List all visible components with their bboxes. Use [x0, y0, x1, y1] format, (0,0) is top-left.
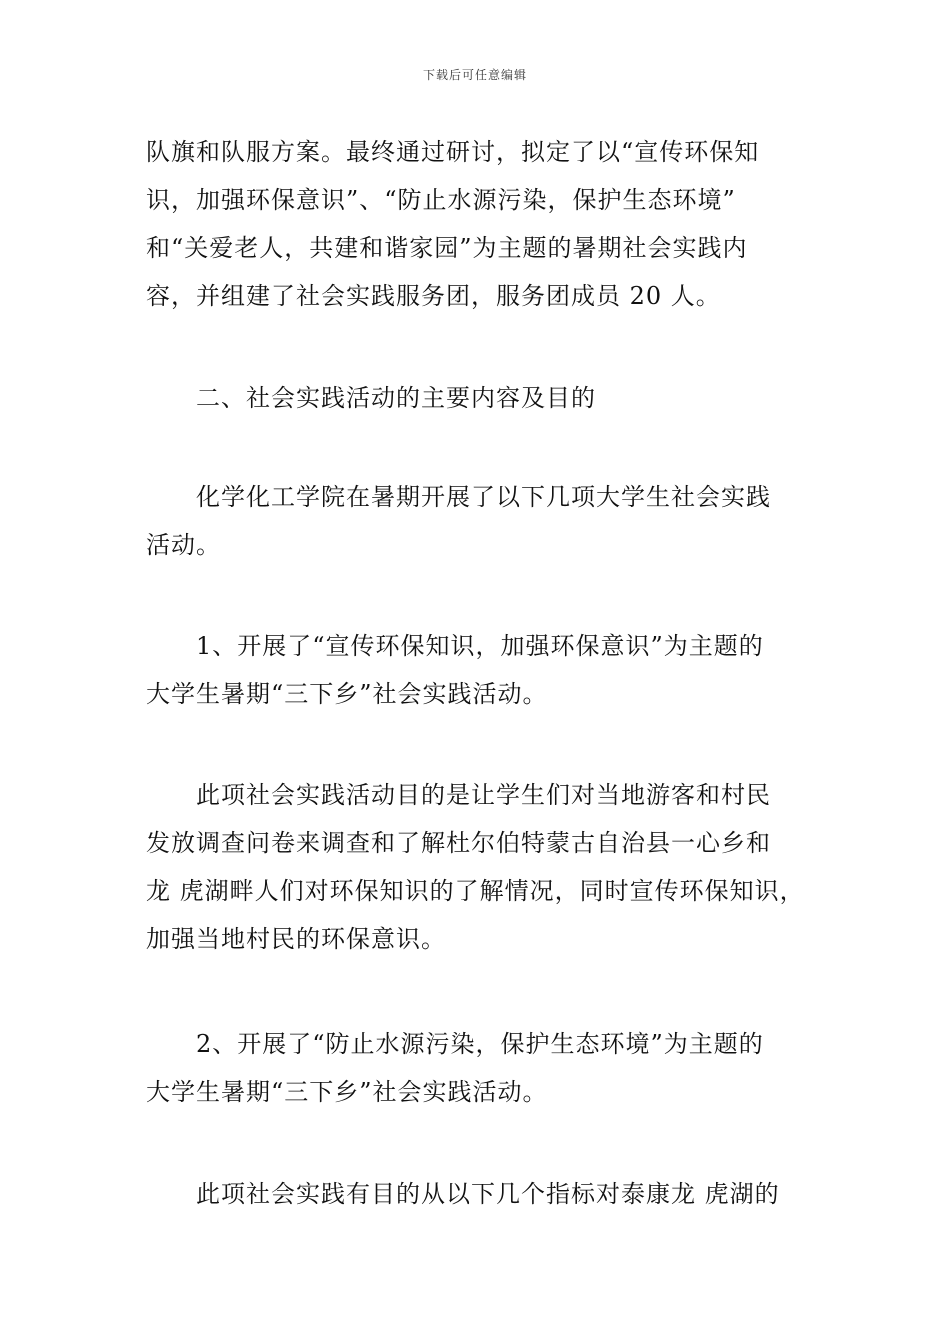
paragraph-activities-intro — [146, 473, 836, 569]
paragraph-activity-1-purpose — [146, 771, 836, 963]
text-line: 此项社会实践有目的从以下几个指标对泰康龙 虎湖的 — [196, 1180, 780, 1208]
heading-text: 二、社会实践活动的主要内容及目的 — [196, 384, 596, 412]
text-line: 化学化工学院在暑期开展了以下几项大学生社会实践 — [196, 483, 771, 511]
text-line: 2、开展了“防止水源污染，保护生态环境”为主题的 — [196, 1030, 764, 1058]
text-line: 龙 虎湖畔人们对环保知识的了解情况，同时宣传环保知识， — [146, 877, 805, 905]
text-line: 加强当地村民的环保意识。 — [146, 925, 446, 953]
text-line: 识，加强环保意识”、“防止水源污染，保护生态环境” — [146, 186, 736, 214]
paragraph-team-plan — [146, 128, 836, 320]
text-line: 1、开展了“宣传环保知识，加强环保意识”为主题的 — [196, 632, 764, 660]
text-line: 大学生暑期“三下乡”社会实践活动。 — [146, 680, 548, 708]
text-line: 活动。 — [146, 531, 221, 559]
paragraph-activity-1 — [146, 622, 836, 718]
text-line: 此项社会实践活动目的是让学生们对当地游客和村民 — [196, 781, 771, 809]
text-line: 队旗和队服方案。最终通过研讨，拟定了以“宣传环保知 — [146, 138, 760, 166]
section-heading — [146, 374, 836, 422]
header-note: 下载后可任意编辑 — [422, 68, 527, 82]
paragraph-activity-2-purpose — [146, 1170, 836, 1218]
text-line: 和“关爱老人，共建和谐家园”为主题的暑期社会实践内 — [146, 234, 748, 262]
text-line: 发放调查问卷来调查和了解杜尔伯特蒙古自治县一心乡和 — [146, 829, 771, 857]
text-line: 容，并组建了社会实践服务团，服务团成员 20 人。 — [146, 282, 721, 310]
paragraph-activity-2 — [146, 1020, 836, 1116]
text-line: 大学生暑期“三下乡”社会实践活动。 — [146, 1078, 548, 1106]
